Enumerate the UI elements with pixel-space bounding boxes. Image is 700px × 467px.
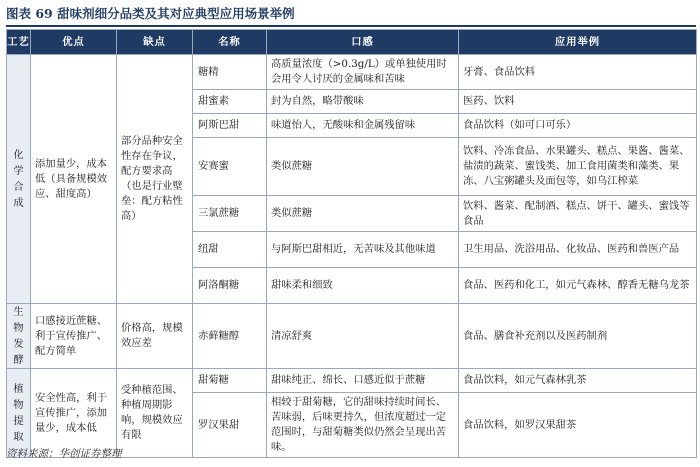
taste-cell: 甜味纯正、绵长、口感近似于蔗糖 <box>267 369 459 393</box>
apps-cell: 食品、膳食补充剂以及医药制剂 <box>459 304 697 369</box>
advantage-cell-chemical: 添加量少，成本低（具备规模效应、甜度高） <box>31 55 117 304</box>
title-rule <box>6 25 696 27</box>
name-cell: 甜蜜素 <box>193 90 267 114</box>
disadvantage-cell-fermentation: 价格高，规模效应差 <box>117 304 193 369</box>
taste-cell: 封为自然，略带酸味 <box>267 90 459 114</box>
header-applications: 应用举例 <box>459 30 697 55</box>
table-row <box>7 369 697 393</box>
taste-cell: 类似蔗糖 <box>267 196 459 232</box>
apps-cell: 饮料、酱菜、配制酒、糕点、饼干、罐头、蜜饯等食品 <box>459 196 697 232</box>
table-row <box>7 55 697 90</box>
taste-cell: 类似蔗糖 <box>267 138 459 196</box>
apps-cell: 医药、饮料 <box>459 90 697 114</box>
advantage-cell-fermentation: 口感接近蔗糖、利于宣传推广、配方简单 <box>31 304 117 369</box>
sweetener-table <box>6 29 697 458</box>
disadvantage-cell-plant: 受种植范围、种植周期影响，规模效应有限 <box>117 369 193 458</box>
header-advantage: 优点 <box>31 30 117 55</box>
process-cell-chemical: 化学合成 <box>7 55 31 304</box>
name-cell: 糖精 <box>193 55 267 90</box>
taste-cell: 高质量浓度（>0.3g/L）或单独使用时会用令人讨厌的金属味和苦味 <box>267 55 459 90</box>
apps-cell: 饮料、冷冻食品、水果罐头、糕点、果酱、酱菜、盐渍的蔬菜、蜜饯类、加工食用菌类和藻类、果冻、八宝粥罐头及面包等，如乌江榨菜 <box>459 138 697 196</box>
apps-cell: 食品饮料（如可口可乐） <box>459 114 697 138</box>
advantage-cell-plant: 安全性高，利于宣传推广，添加量少，成本低 <box>31 369 117 458</box>
disadvantage-cell-chemical: 部分品种安全性存在争议，配方要求高（也是行业壁垒：配方粘性高） <box>117 55 193 304</box>
taste-cell: 清凉舒爽 <box>267 304 459 369</box>
name-cell: 安赛蜜 <box>193 138 267 196</box>
name-cell: 纽甜 <box>193 232 267 268</box>
header-disadvantage: 缺点 <box>117 30 193 55</box>
taste-cell: 与阿斯巴甜相近，无苦味及其他味道 <box>267 232 459 268</box>
apps-cell: 卫生用品、洗浴用品、化妆品、医药和兽医产品 <box>459 232 697 268</box>
taste-cell: 甜味柔和细致 <box>267 268 459 304</box>
header-taste: 口感 <box>267 30 459 55</box>
apps-cell: 食品、医药和化工，如元气森林、醇香无糖乌龙茶 <box>459 268 697 304</box>
name-cell: 三氯蔗糖 <box>193 196 267 232</box>
name-cell: 甜菊糖 <box>193 369 267 393</box>
process-cell-fermentation: 生物发酵 <box>7 304 31 369</box>
apps-cell: 食品饮料，如元气森林乳茶 <box>459 369 697 393</box>
header-name: 名称 <box>193 30 267 55</box>
apps-cell: 牙膏、食品饮料 <box>459 55 697 90</box>
name-cell: 罗汉果甜 <box>193 393 267 458</box>
name-cell: 赤藓糖醇 <box>193 304 267 369</box>
taste-cell: 相较于甜菊糖，它的甜味持续时间长、苦味弱，后味更持久，但浓度超过一定范围时，与甜菊糖类似仍然会呈现出苦味。 <box>267 393 459 458</box>
source-note: 资料来源：华创证券整理 <box>6 448 122 460</box>
figure-title: 图表 69 甜味剂细分品类及其对应典型应用场景举例 <box>6 6 295 21</box>
taste-cell: 味道怡人，无酸味和金属残留味 <box>267 114 459 138</box>
table-header-row <box>7 30 697 55</box>
apps-cell: 食品饮料，如罗汉果甜茶 <box>459 393 697 458</box>
table-row <box>7 304 697 369</box>
header-process: 工艺 <box>7 30 31 55</box>
name-cell: 阿斯巴甜 <box>193 114 267 138</box>
process-cell-plant: 植物提取 <box>7 369 31 458</box>
name-cell: 阿洛酮糖 <box>193 268 267 304</box>
